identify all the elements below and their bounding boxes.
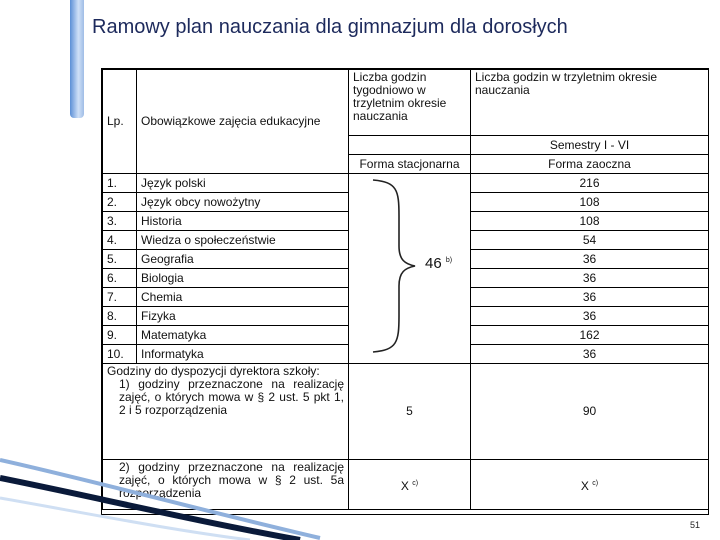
row-lp: 1. xyxy=(103,174,137,193)
decorative-side-bar xyxy=(70,0,84,118)
curriculum-table-container xyxy=(101,68,709,515)
header-form-stationary: Forma stacjonarna xyxy=(349,155,471,174)
director-hours-cell xyxy=(103,364,349,460)
row-hours: 108 xyxy=(471,193,709,212)
row-hours: 36 xyxy=(471,250,709,269)
row-hours: 36 xyxy=(471,345,709,364)
row-subject: Historia xyxy=(137,212,349,231)
brace-value: 46 xyxy=(425,255,442,272)
slide-title: Ramowy plan nauczania dla gimnazjum dla dorosłych xyxy=(92,16,568,38)
director-item-2-stationary-cell xyxy=(349,460,471,510)
brace-cell xyxy=(349,174,471,364)
row-subject: Informatyka xyxy=(137,345,349,364)
decorative-corner-lines xyxy=(0,450,330,540)
row-lp: 10. xyxy=(103,345,137,364)
header-lp: Lp. xyxy=(103,70,137,174)
row-lp: 5. xyxy=(103,250,137,269)
row-subject: Matematyka xyxy=(137,326,349,345)
header-semesters: Semestry I - VI xyxy=(471,136,709,155)
row-lp: 2. xyxy=(103,193,137,212)
row-lp: 7. xyxy=(103,288,137,307)
director-item-2-extramural-note: c) xyxy=(592,479,599,487)
row-hours: 108 xyxy=(471,212,709,231)
row-subject: Fizyka xyxy=(137,307,349,326)
header-subjects: Obowiązkowe zajęcia edukacyjne xyxy=(137,70,349,174)
row-hours: 162 xyxy=(471,326,709,345)
row-hours: 216 xyxy=(471,174,709,193)
row-lp: 4. xyxy=(103,231,137,250)
brace-value-group xyxy=(425,254,452,270)
director-item-1: 1) godziny przeznaczone na realizację zajęć, o których mowa w § 2 ust. 5 pkt 1, 2 i 5 rozporządzenia xyxy=(119,377,344,417)
director-item-2-stationary: X xyxy=(400,478,409,493)
row-subject: Wiedza o społeczeństwie xyxy=(137,231,349,250)
row-subject: Język obcy nowożytny xyxy=(137,193,349,212)
row-hours: 36 xyxy=(471,269,709,288)
curly-brace-icon xyxy=(369,176,419,356)
director-item-1-extramural: 90 xyxy=(471,364,709,460)
row-subject: Geografia xyxy=(137,250,349,269)
curriculum-table xyxy=(102,69,709,510)
row-lp: 9. xyxy=(103,326,137,345)
row-hours: 36 xyxy=(471,288,709,307)
brace-note: b) xyxy=(445,257,453,264)
director-item-2-extramural-cell xyxy=(471,460,709,510)
director-intro: Godziny do dyspozycji dyrektora szkoły: xyxy=(107,364,320,378)
header-weekly-hours: Liczba godzin tygodniowo w trzyletnim okresie nauczania xyxy=(349,70,471,136)
row-lp: 3. xyxy=(103,212,137,231)
row-lp: 8. xyxy=(103,307,137,326)
header-total-hours: Liczba godzin w trzyletnim okresie nauczania xyxy=(471,70,709,136)
row-subject: Język polski xyxy=(137,174,349,193)
header-form-extramural: Forma zaoczna xyxy=(471,155,709,174)
director-item-2-stationary-note: c) xyxy=(412,479,419,487)
director-item-2: 2) godziny przeznaczone na realizację zajęć, o których mowa w § 2 ust. 5a rozporządzenia xyxy=(103,460,349,510)
row-hours: 54 xyxy=(471,231,709,250)
director-item-2-extramural: X xyxy=(580,478,589,493)
row-hours: 36 xyxy=(471,307,709,326)
page-number: 51 xyxy=(690,520,701,530)
director-item-1-stationary: 5 xyxy=(349,364,471,460)
row-subject: Biologia xyxy=(137,269,349,288)
row-lp: 6. xyxy=(103,269,137,288)
row-subject: Chemia xyxy=(137,288,349,307)
